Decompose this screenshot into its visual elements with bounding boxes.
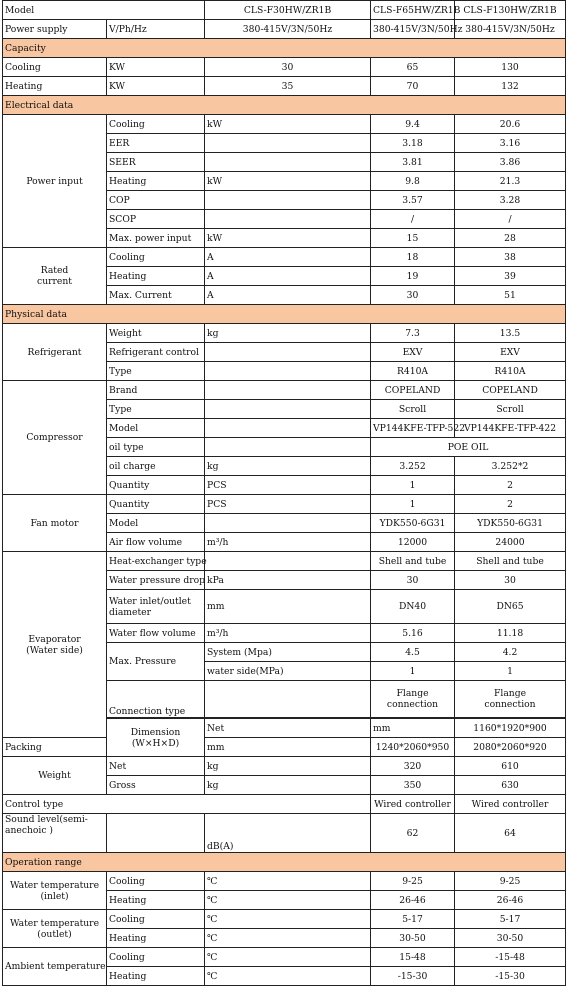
cell-value: 35 [205,77,371,96]
cell-value: 3.86 [455,153,566,172]
row-unit: dB(A) [205,814,371,853]
power-supply-row [3,20,566,39]
capacity-cooling-row [3,58,566,77]
cell-value: 13.5 [455,324,566,343]
group-label: Ambient temperature [3,948,107,986]
cell-value: 2 [455,495,566,514]
cell-value: 26-46 [371,891,455,910]
row-label: Refrigerant control [107,343,205,362]
cell-value: 24000 [455,533,566,552]
row-unit: A [205,286,371,305]
cell-value: 51 [455,286,566,305]
ambient-row [3,948,566,967]
row-unit: ℃ [205,967,371,986]
power-supply-value: 380-415V/3N/50Hz [371,20,455,39]
capacity-heating-row [3,77,566,96]
row-label: Max. power input [107,229,205,248]
cell-value: 9.4 [371,115,455,134]
cell-value: 30-50 [371,929,455,948]
row-label: SEER [107,153,205,172]
cell-value: 62 [371,814,455,853]
cell-value: POE OIL [371,438,566,457]
row-label-line: Sound level(semi- [5,814,88,825]
cell-value: 7.3 [371,324,455,343]
row-label: Water flow volume [107,624,205,643]
fan-motor-row [3,495,566,514]
cell-value: VP144KFE-TFP-522 [371,419,455,438]
row-label: oil type [107,438,205,457]
cell-line: Flange [494,688,527,699]
row-label: Type [107,400,205,419]
row-unit: ℃ [205,929,371,948]
power-supply-value: 380-415V/3N/50Hz [205,20,371,39]
cell-value: -15-30 [455,967,566,986]
row-unit [205,419,371,438]
section-title: Electrical data [3,96,566,115]
cell-value: 3.252 [371,457,455,476]
row-label: Connection type [107,681,205,719]
weight-row [3,757,566,776]
cell-value: 4.2 [455,643,566,662]
group-label: Power input [3,115,107,248]
row-unit: m³/h [205,533,371,552]
row-label: SCOP [107,210,205,229]
cell-value: 3.57 [371,191,455,210]
row-unit [205,381,371,400]
cell-value: VP144KFE-TFP-422 [455,419,566,438]
row-label: Max. Current [107,286,205,305]
spec-table [2,0,566,986]
row-unit: kW [205,229,371,248]
section-electrical [3,96,566,115]
cell-value: 3.252*2 [455,457,566,476]
row-label: Model [107,419,205,438]
cell-value: 30 [371,286,455,305]
cell-value: 9.8 [371,172,455,191]
row-label: Cooling [107,872,205,891]
cell-value: EXV [371,343,455,362]
cell-value: 18 [371,248,455,267]
row-label: Max. Pressure [107,643,205,681]
cell-value: 1 [371,495,455,514]
cell-value: 11.18 [455,624,566,643]
power-supply-value: 380-415V/3N/50Hz [455,20,566,39]
cell-value: YDK550-6G31 [371,514,455,533]
row-label: Cooling [107,948,205,967]
cell-value: 20.6 [455,115,566,134]
row-label: Cooling [3,58,107,77]
group-label [3,872,107,910]
group-label-line: (W×H×D) [131,737,180,749]
group-label-line: current [37,276,72,287]
cell-line: Flange [396,688,429,699]
power-supply-label: Power supply [3,20,107,39]
rated-current-row [3,248,566,267]
row-label: Quantity [107,495,205,514]
row-label: Net [205,718,371,738]
cell-value: 1 [455,662,566,681]
cell-value: EXV [455,343,566,362]
cell-value: R410A [455,362,566,381]
group-label-line: (Water side) [26,644,83,656]
cell-value: 64 [455,814,566,853]
cell-value: 4.5 [371,643,455,662]
row-label: Cooling [107,115,205,134]
group-label-line: Rated [40,265,69,276]
group-label-line: (inlet) [40,890,69,902]
row-unit: ℃ [205,910,371,929]
cell-value: 30 [205,58,371,77]
cell-value [371,681,455,719]
cell-value: 1 [371,476,455,495]
cell-line: connection [386,699,439,710]
group-label: Refrigerant [3,324,107,381]
group-label: Fan motor [3,495,107,552]
row-label: Heating [107,891,205,910]
group-label-line: Water temperature [9,917,100,929]
row-label: Heating [107,267,205,286]
row-unit [205,210,371,229]
sound-level-row [3,814,566,853]
dimension-row [3,738,566,757]
cell-value: / [455,210,566,229]
group-label-line: Evaporator [28,633,81,645]
cell-value: 19 [371,267,455,286]
row-unit: water side(MPa) [205,662,371,681]
row-unit: kg [205,324,371,343]
cell-value: 1240*2060*950 [371,738,455,757]
row-label: Gross [107,776,205,795]
cell-value: 12000 [371,533,455,552]
row-unit [205,681,371,719]
cell-value [455,681,566,719]
row-label: Brand [107,381,205,400]
cell-value: 1 [371,662,455,681]
cell-value: 28 [455,229,566,248]
group-label [3,910,107,948]
row-label [3,814,107,853]
row-label: Heating [3,77,107,96]
row-unit [205,552,371,571]
cell-value: 1160*1920*900 [455,718,566,738]
cell-value: DN65 [455,590,566,624]
cell-value: 9-25 [371,872,455,891]
cell-value: 38 [455,248,566,267]
cell-value: 21.3 [455,172,566,191]
row-unit: A [205,248,371,267]
row-unit: kW [205,172,371,191]
section-operation-range [3,853,566,872]
row-label: Heat-exchanger type [107,552,205,571]
section-physical [3,305,566,324]
evaporator-row [3,552,566,571]
cell-value: 70 [371,77,455,96]
row-label: Air flow volume [107,533,205,552]
cell-value: 3.28 [455,191,566,210]
cell-value: Scroll [371,400,455,419]
cell-value: 3.16 [455,134,566,153]
cell-value: R410A [371,362,455,381]
row-label: Model [107,514,205,533]
row-unit [205,191,371,210]
control-type-row [3,795,566,814]
row-label: Heating [107,172,205,191]
cell-value: Shell and tube [455,552,566,571]
water-inlet-row [3,872,566,891]
group-label [3,248,107,305]
cell-value: 320 [371,757,455,776]
row-unit: mm [205,738,371,757]
row-label-line: anechoic ) [5,825,54,836]
row-unit [205,362,371,381]
row-label: Heating [107,929,205,948]
row-label-line: Water inlet/outlet [109,595,191,607]
cell-value: / [371,210,455,229]
row-unit [205,134,371,153]
row-label: Quantity [107,476,205,495]
cell-value: 610 [455,757,566,776]
group-label-line: Water temperature [9,879,100,891]
cell-value: 26-46 [455,891,566,910]
row-unit: PCS [205,476,371,495]
cell-value: COPELAND [455,381,566,400]
cell-line: connection [484,699,536,710]
cell-value: 65 [371,58,455,77]
group-label [3,552,107,738]
section-capacity [3,39,566,58]
row-label: oil charge [107,457,205,476]
row-unit: ℃ [205,891,371,910]
cell-value: 350 [371,776,455,795]
row-label: COP [107,191,205,210]
row-unit [107,814,205,853]
cell-value: 30-50 [455,929,566,948]
section-title: Operation range [3,853,566,872]
water-outlet-row [3,910,566,929]
cell-value: 2 [455,476,566,495]
power-input-row [3,115,566,134]
row-unit: KW [107,58,205,77]
cell-value: 130 [455,58,566,77]
cell-value: 9-25 [455,872,566,891]
model-3: CLS-F130HW/ZR1B [455,1,566,20]
row-unit: kW [205,115,371,134]
cell-value: Wired controller [371,795,455,814]
row-unit: KW [107,77,205,96]
row-label [107,590,205,624]
cell-value: 3.18 [371,134,455,153]
row-label: Packing [3,738,107,757]
model-row [3,1,566,20]
row-unit: PCS [205,495,371,514]
row-unit: A [205,267,371,286]
row-label: Cooling [107,248,205,267]
cell-value: 5-17 [455,910,566,929]
row-unit: System (Mpa) [205,643,371,662]
model-2: CLS-F65HW/ZR1B [371,1,455,20]
cell-value: 39 [455,267,566,286]
row-label: EER [107,134,205,153]
section-title: Capacity [3,39,566,58]
row-unit: kg [205,776,371,795]
cell-value: -15-48 [455,948,566,967]
row-unit: kg [205,757,371,776]
row-label: Cooling [107,910,205,929]
row-label: Water pressure drop [107,571,205,590]
cell-value: 15-48 [371,948,455,967]
row-unit [205,400,371,419]
row-label-line: diameter [109,606,151,618]
cell-value: 5-17 [371,910,455,929]
row-label: Control type [3,795,371,814]
group-label-line: Dimension [130,726,181,738]
model-1: CLS-F30HW/ZR1B [205,1,371,20]
row-unit [205,153,371,172]
row-label: Type [107,362,205,381]
row-unit [205,343,371,362]
row-unit: kg [205,457,371,476]
row-label: Weight [107,324,205,343]
row-unit: ℃ [205,948,371,967]
row-unit: m³/h [205,624,371,643]
group-label: Weight [3,757,107,795]
cell-value: Scroll [455,400,566,419]
section-title: Physical data [3,305,566,324]
row-unit: mm [205,590,371,624]
row-unit: ℃ [205,872,371,891]
row-unit: kPa [205,571,371,590]
cell-value: YDK550-6G31 [455,514,566,533]
group-label-line: (outlet) [37,928,72,940]
compressor-row [3,381,566,400]
row-unit [205,438,371,457]
row-label: Heating [107,967,205,986]
row-label: Net [107,757,205,776]
cell-value: 2080*2060*920 [455,738,566,757]
cell-value: -15-30 [371,967,455,986]
cell-value: 3.81 [371,153,455,172]
cell-value: Wired controller [455,795,566,814]
group-label: Compressor [3,381,107,495]
cell-value: 30 [455,571,566,590]
cell-value: COPELAND [371,381,455,400]
model-label: Model [3,1,205,20]
refrigerant-row [3,324,566,343]
group-label [107,718,205,757]
row-unit: mm [371,718,455,738]
cell-value: 5.16 [371,624,455,643]
cell-value: 30 [371,571,455,590]
cell-value: 630 [455,776,566,795]
cell-value: DN40 [371,590,455,624]
power-supply-unit: V/Ph/Hz [107,20,205,39]
cell-value: 15 [371,229,455,248]
row-unit [205,514,371,533]
cell-value: 132 [455,77,566,96]
cell-value: Shell and tube [371,552,455,571]
